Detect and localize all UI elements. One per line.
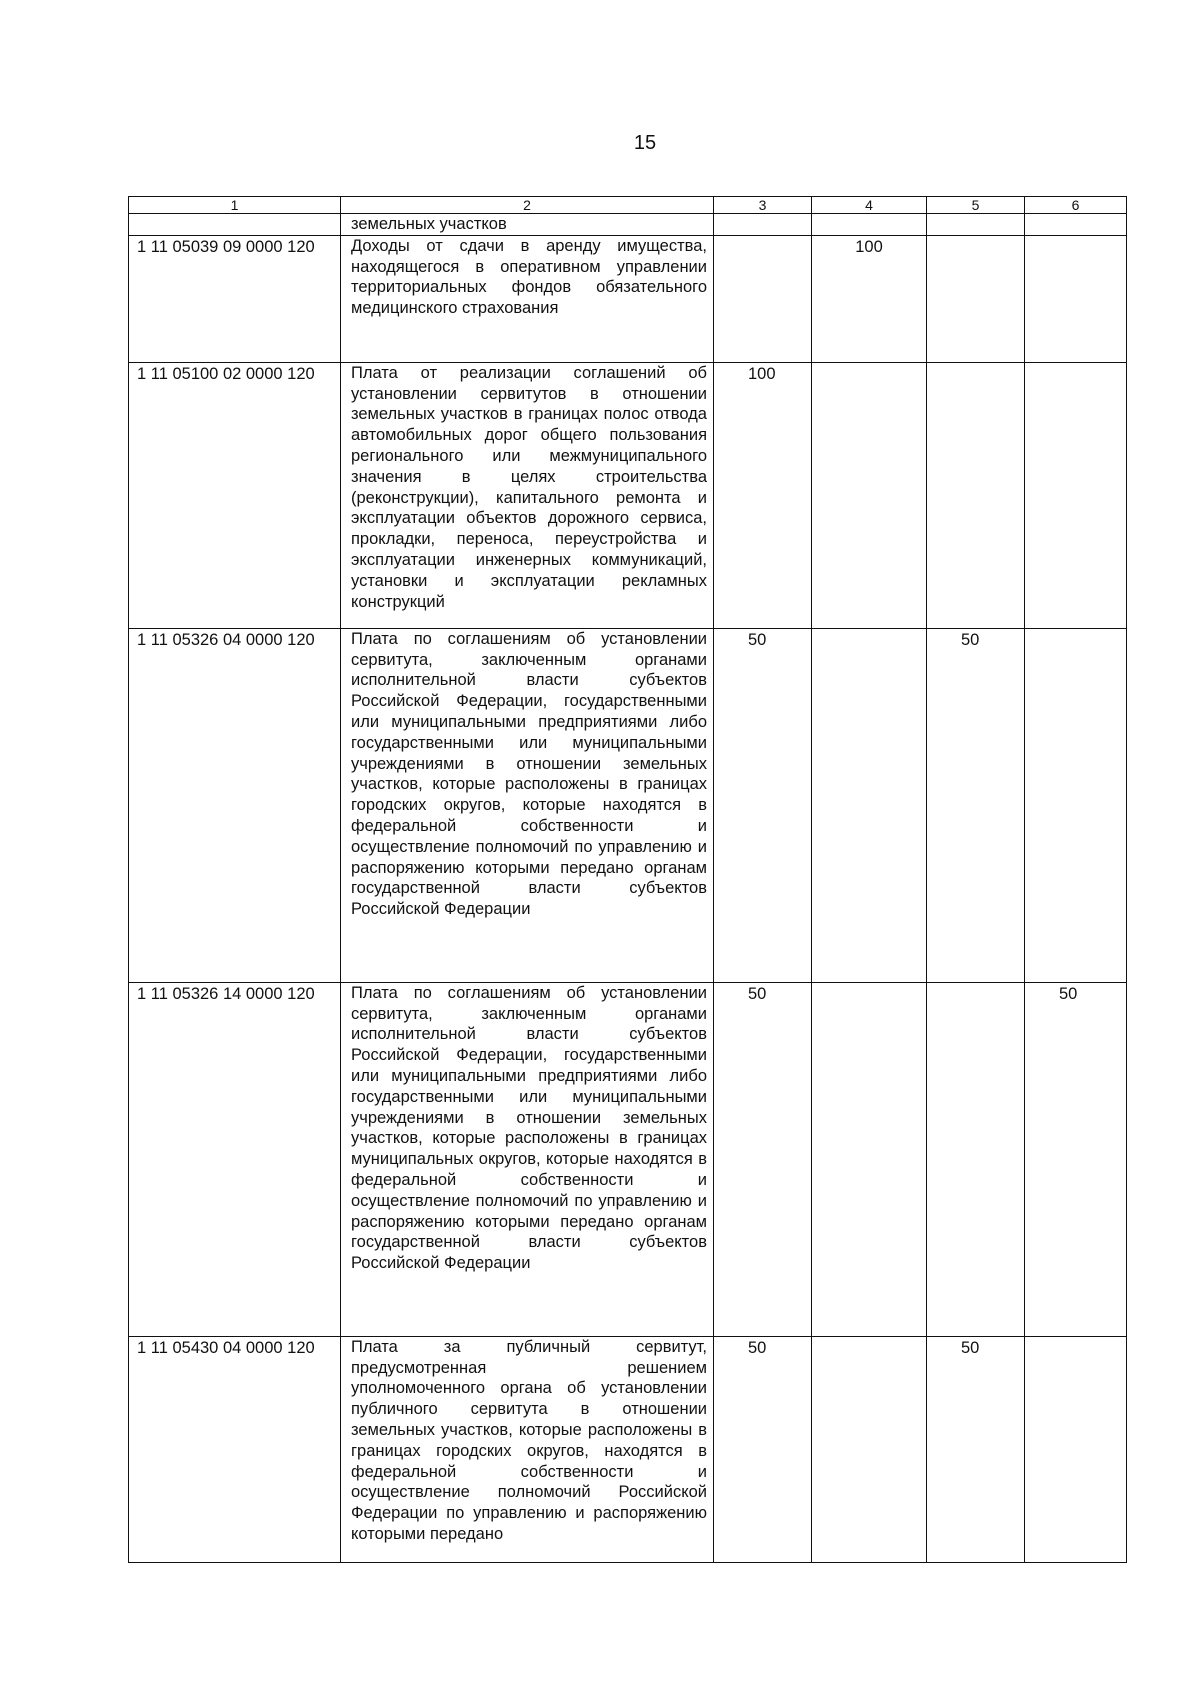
- table-row-continuation: [129, 214, 1127, 236]
- value-cell: [927, 362, 1025, 628]
- table-row: [129, 1336, 1127, 1562]
- value-cell: [1025, 1336, 1127, 1562]
- value-cell: [927, 982, 1025, 1336]
- value-cell: [1025, 362, 1127, 628]
- value-cell: [1025, 235, 1127, 362]
- header-cell: 3: [714, 197, 812, 214]
- code-cell: 1 11 05100 02 0000 120: [129, 362, 341, 628]
- value-cell: [1025, 214, 1127, 236]
- value-cell: [927, 214, 1025, 236]
- description-cell: Доходы от сдачи в аренду имущества, находящегося в оперативном управлении территориальных фондов обязательного медицинского страхования: [341, 235, 714, 362]
- description-cell: Плата за публичный сервитут, предусмотренная решением уполномоченного органа об установлении публичного сервитута в отношении земельных участков, которые расположены в границах городских округов, находятся в федеральной собственности и осуществление полномочий Российской Федерации по управлению и распоряжению которыми передано: [341, 1336, 714, 1562]
- code-cell: 1 11 05039 09 0000 120: [129, 235, 341, 362]
- value-cell: [714, 214, 812, 236]
- code-cell: 1 11 05326 04 0000 120: [129, 628, 341, 982]
- value-cell: 100: [714, 362, 812, 628]
- value-cell: [714, 235, 812, 362]
- value-cell: [812, 1336, 927, 1562]
- code-cell: [129, 214, 341, 236]
- description-cell: Плата от реализации соглашений об установлении сервитутов в отношении земельных участков в границах полос отвода автомобильных дорог общего пользования регионального или межмуниципального значения в целях строительства (реконструкции), капитального ремонта и эксплуатации объектов дорожного сервиса, прокладки, переноса, переустройства и эксплуатации инженерных коммуникаций, установки и эксплуатации рекламных конструкций: [341, 362, 714, 628]
- header-cell: 6: [1025, 197, 1127, 214]
- header-cell: 4: [812, 197, 927, 214]
- table-row: [129, 982, 1127, 1336]
- value-cell: [812, 628, 927, 982]
- description-cell: земельных участков: [341, 214, 714, 236]
- header-cell: 2: [341, 197, 714, 214]
- value-cell: 100: [812, 235, 927, 362]
- header-cell: 1: [129, 197, 341, 214]
- value-cell: [812, 362, 927, 628]
- value-cell: [812, 982, 927, 1336]
- table-row: [129, 628, 1127, 982]
- value-cell: 50: [714, 628, 812, 982]
- description-cell: Плата по соглашениям об установлении сервитута, заключенным органами исполнительной власти субъектов Российской Федерации, государственными или муниципальными предприятиями либо государственными или муниципальными учреждениями в отношении земельных участков, которые расположены в границах городских округов, которые находятся в федеральной собственности и осуществление полномочий по управлению и распоряжению которыми передано органам государственной власти субъектов Российской Федерации: [341, 628, 714, 982]
- value-cell: 50: [714, 1336, 812, 1562]
- table-row: [129, 235, 1127, 362]
- table-header-row: [129, 197, 1127, 214]
- table-row: [129, 362, 1127, 628]
- code-cell: 1 11 05430 04 0000 120: [129, 1336, 341, 1562]
- value-cell: 50: [1025, 982, 1127, 1336]
- description-cell: Плата по соглашениям об установлении сервитута, заключенным органами исполнительной власти субъектов Российской Федерации, государственными или муниципальными предприятиями либо государственными или муниципальными учреждениями в отношении земельных участков, которые расположены в границах муниципальных округов, которые находятся в федеральной собственности и осуществление полномочий по управлению и распоряжению которыми передано органам государственной власти субъектов Российской Федерации: [341, 982, 714, 1336]
- value-cell: 50: [714, 982, 812, 1336]
- value-cell: 50: [927, 1336, 1025, 1562]
- value-cell: [927, 235, 1025, 362]
- value-cell: 50: [927, 628, 1025, 982]
- code-cell: 1 11 05326 14 0000 120: [129, 982, 341, 1336]
- value-cell: [1025, 628, 1127, 982]
- revenue-table: [128, 196, 1127, 1563]
- page-number: 15: [633, 132, 657, 154]
- header-cell: 5: [927, 197, 1025, 214]
- value-cell: [812, 214, 927, 236]
